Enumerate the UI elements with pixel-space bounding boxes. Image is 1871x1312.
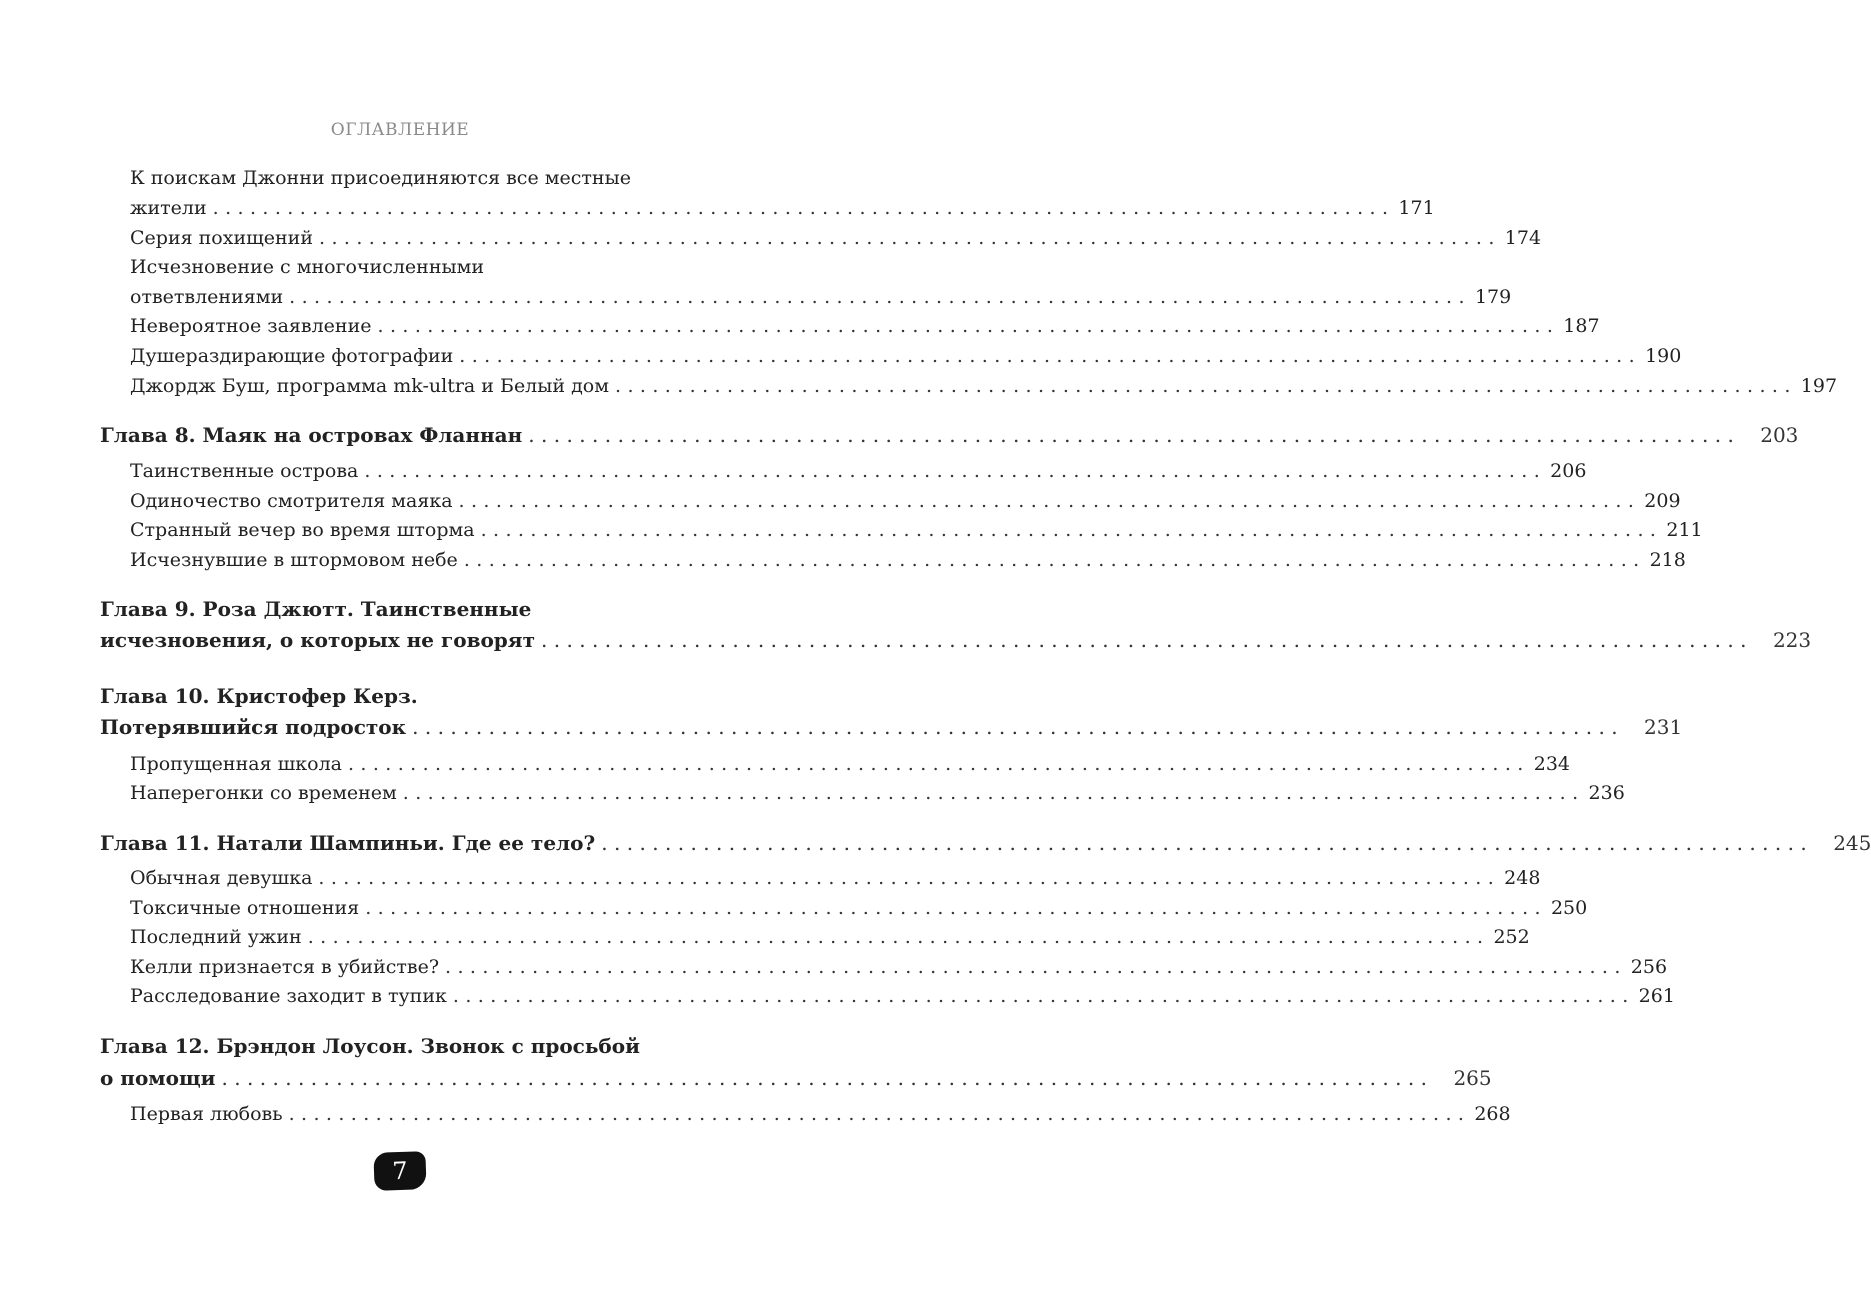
- toc-chapter-line: [100, 684, 691, 708]
- toc-entry-text: жители: [130, 197, 207, 219]
- dot-leader: ...............................................................................................: [459, 345, 1642, 367]
- dot-leader: ...............................................................................................: [221, 1066, 1434, 1090]
- toc-page-number: 256: [1630, 956, 1668, 978]
- dot-leader: ...............................................................................................: [463, 549, 1646, 571]
- toc-entry-text: Наперегонки со временем: [130, 782, 397, 804]
- toc-entry-text: Пропущенная школа: [130, 753, 342, 775]
- toc-entry-text: Обычная девушка: [130, 867, 313, 889]
- toc-entry-text: Невероятное заявление: [130, 315, 372, 337]
- dot-leader: ...............................................................................................: [364, 460, 1547, 482]
- toc-chapter-text: Глава 9. Роза Джютт. Таинственные: [100, 597, 532, 621]
- toc-line[interactable]: [130, 286, 1512, 308]
- toc-page-number: 268: [1474, 1103, 1511, 1125]
- dot-leader: ...............................................................................................: [347, 753, 1530, 775]
- toc-page-number: 209: [1644, 490, 1681, 512]
- toc-entry-text: Первая любовь: [130, 1103, 283, 1125]
- toc-entry-text: Исчезнувшие в штормовом небе: [130, 549, 458, 571]
- toc-page-number: 190: [1645, 345, 1682, 367]
- dot-leader: ...............................................................................................: [445, 956, 1627, 978]
- dot-leader: ...............................................................................................: [412, 715, 1625, 739]
- toc-chapter-text: исчезновения, о которых не говорят: [100, 628, 535, 652]
- page-header: ОГЛАВЛЕНИЕ: [330, 120, 470, 140]
- dot-leader: ...............................................................................................: [615, 375, 1797, 397]
- toc-page-number: 236: [1588, 782, 1625, 804]
- dot-leader: ...............................................................................................: [528, 423, 1741, 447]
- toc-entry-text: Последний ужин: [130, 926, 302, 948]
- dot-leader: ...............................................................................................: [289, 286, 1471, 308]
- toc-chapter-text: о помощи: [100, 1066, 216, 1090]
- dot-leader: ...............................................................................................: [452, 985, 1635, 1007]
- toc-chapter-line[interactable]: [100, 628, 1812, 652]
- toc-line[interactable]: [130, 375, 1838, 397]
- toc-line[interactable]: [130, 460, 1587, 482]
- dot-leader: ...............................................................................................: [319, 227, 1501, 249]
- toc-chapter-text: Потерявшийся подросток: [100, 715, 407, 739]
- toc-line[interactable]: [130, 197, 1435, 219]
- toc-chapter-line[interactable]: [100, 831, 1871, 855]
- toc-chapter-text: Глава 8. Маяк на островах Фланнан: [100, 423, 523, 447]
- dot-leader: ...............................................................................................: [402, 782, 1585, 804]
- toc-page-number: 223: [1772, 628, 1812, 652]
- toc-page-number: 234: [1533, 753, 1571, 775]
- toc-line[interactable]: [130, 315, 1600, 337]
- toc-page-number: 187: [1563, 315, 1600, 337]
- dot-leader: ...............................................................................................: [212, 197, 1395, 219]
- toc-line[interactable]: [130, 753, 1571, 775]
- toc-line[interactable]: [130, 867, 1541, 889]
- dot-leader: ...............................................................................................: [377, 315, 1560, 337]
- toc-page-number: 252: [1493, 926, 1530, 948]
- dot-leader: ...............................................................................................: [288, 1103, 1471, 1125]
- toc-page-number: 261: [1638, 985, 1675, 1007]
- toc-line[interactable]: [130, 490, 1681, 512]
- toc-page-number: 265: [1453, 1066, 1492, 1090]
- toc-entry-text: Джордж Буш, программа mk-ultra и Белый дом: [130, 375, 609, 397]
- page-number-badge: 7: [373, 1151, 426, 1191]
- toc-chapter-line[interactable]: [100, 1066, 1492, 1090]
- toc-page-number: 203: [1760, 423, 1799, 447]
- toc-chapter-line: [100, 597, 691, 621]
- toc-line[interactable]: [130, 549, 1686, 571]
- toc-entry-text: Странный вечер во время шторма: [130, 519, 475, 541]
- toc-chapter-text: Глава 11. Натали Шампиньи. Где ее тело?: [100, 831, 596, 855]
- toc-entry-text: Исчезновение с многочисленными: [130, 256, 485, 278]
- toc-entry-text: Серия похищений: [130, 227, 314, 249]
- toc-page-number: 231: [1644, 715, 1683, 739]
- dot-leader: ...............................................................................................: [480, 519, 1663, 541]
- toc-chapter-line[interactable]: [100, 423, 1799, 447]
- toc-line[interactable]: [130, 985, 1675, 1007]
- toc-page-number: 248: [1504, 867, 1541, 889]
- toc-page-number: 179: [1474, 286, 1512, 308]
- dot-leader: ...............................................................................................: [458, 490, 1641, 512]
- toc-line: [130, 256, 691, 278]
- dot-leader: ...............................................................................................: [307, 926, 1490, 948]
- dot-leader: ...............................................................................................: [318, 867, 1501, 889]
- toc-line[interactable]: [130, 519, 1703, 541]
- toc-line[interactable]: [130, 345, 1682, 367]
- toc-page-number: 206: [1550, 460, 1587, 482]
- toc-line: [130, 167, 691, 189]
- toc-page-number: 174: [1504, 227, 1542, 249]
- toc-entry-text: Токсичные отношения: [130, 897, 360, 919]
- toc-entry-text: К поискам Джонни присоединяются все местные: [130, 167, 631, 189]
- toc-entry-text: Расследование заходит в тупик: [130, 985, 447, 1007]
- toc-chapter-line: [100, 1034, 691, 1058]
- toc-line[interactable]: [130, 926, 1530, 948]
- toc-page-number: 218: [1649, 549, 1686, 571]
- toc-line[interactable]: [130, 956, 1668, 978]
- toc-line[interactable]: [130, 897, 1588, 919]
- toc-chapter-line[interactable]: [100, 715, 1683, 739]
- dot-leader: ...............................................................................................: [365, 897, 1547, 919]
- toc-chapter-text: Глава 10. Кристофер Керз.: [100, 684, 418, 708]
- toc-entry-text: ответвлениями: [130, 286, 284, 308]
- toc-page-number: 197: [1800, 375, 1838, 397]
- toc-line[interactable]: [130, 227, 1542, 249]
- toc-line[interactable]: [130, 1103, 1511, 1125]
- toc-page-number: 171: [1398, 197, 1435, 219]
- toc-entry-text: Келли признается в убийстве?: [130, 956, 440, 978]
- toc-page-number: 250: [1550, 897, 1588, 919]
- dot-leader: ...............................................................................................: [540, 628, 1753, 652]
- toc-entry-text: Таинственные острова: [130, 460, 359, 482]
- toc-page-number: 245: [1833, 831, 1871, 855]
- dot-leader: ...............................................................................................: [601, 831, 1814, 855]
- toc-line[interactable]: [130, 782, 1625, 804]
- toc-entry-text: Душераздирающие фотографии: [130, 345, 454, 367]
- toc-page-number: 211: [1666, 519, 1703, 541]
- toc-entry-text: Одиночество смотрителя маяка: [130, 490, 453, 512]
- toc-chapter-text: Глава 12. Брэндон Лоусон. Звонок с просьбой: [100, 1034, 640, 1058]
